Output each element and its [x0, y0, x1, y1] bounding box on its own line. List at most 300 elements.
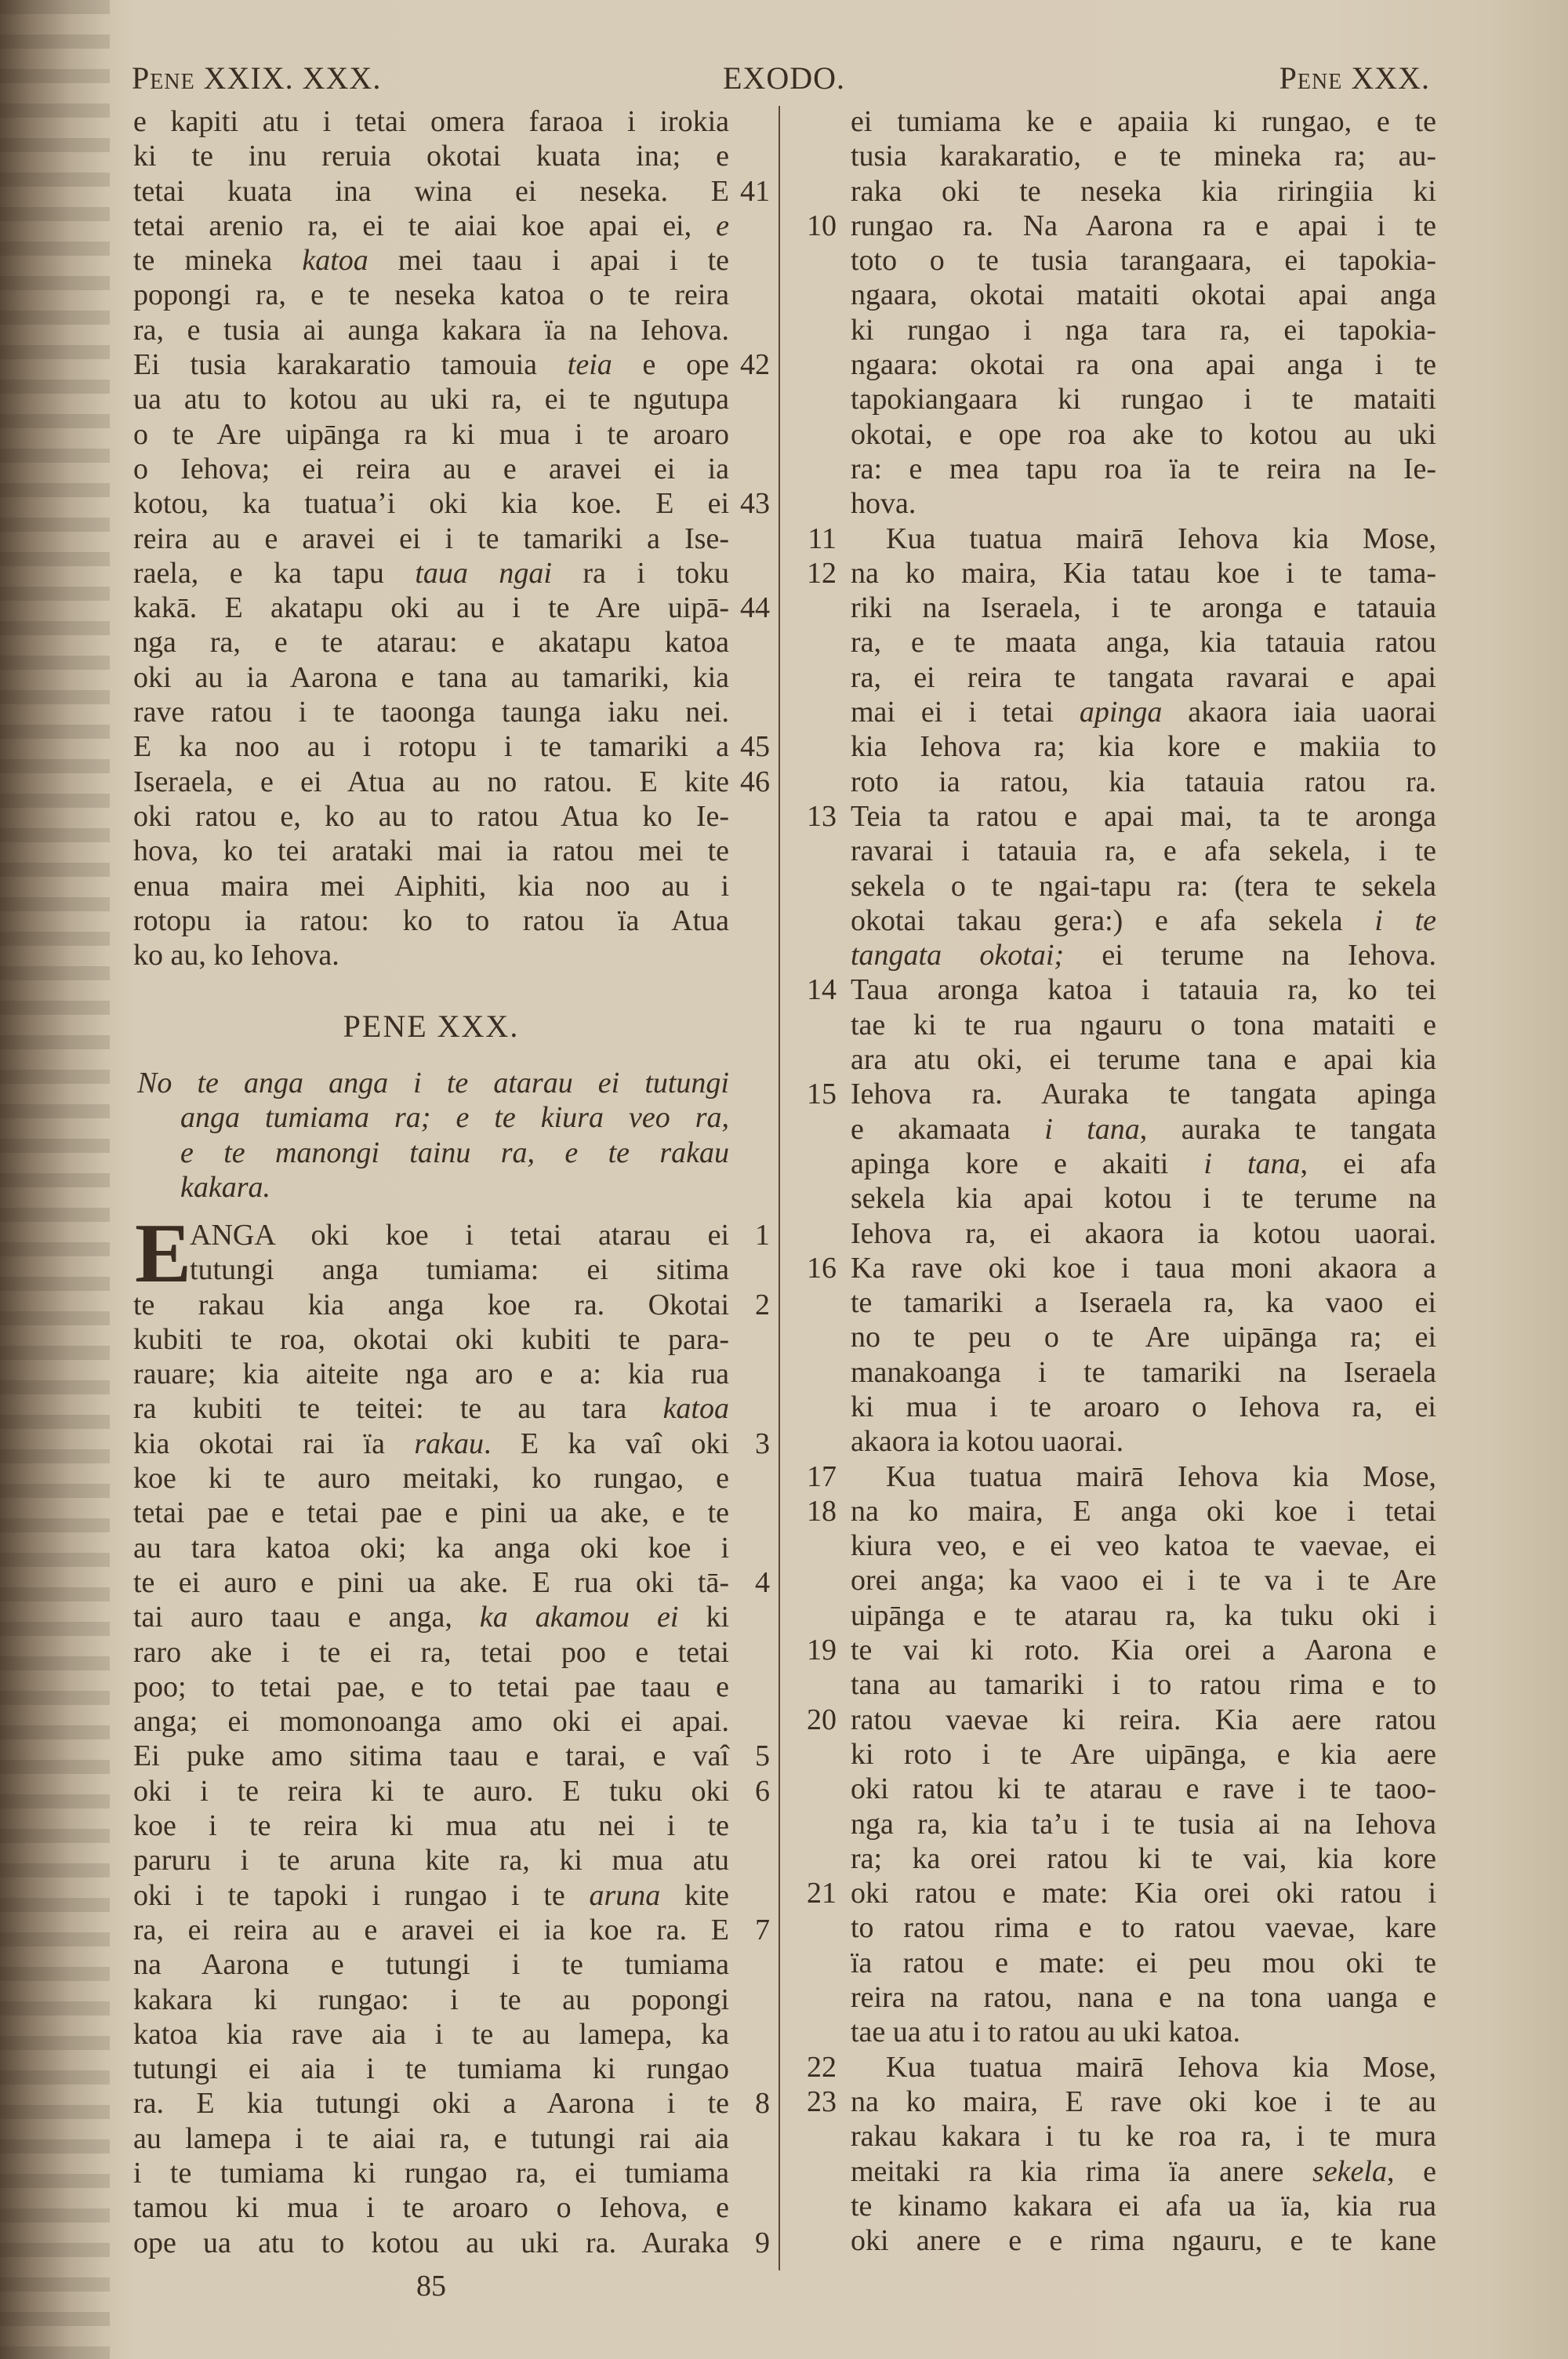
text-line: [851, 2119, 1436, 2154]
italic-text: ka akamou ei: [479, 1601, 679, 1634]
text-line: [133, 1670, 729, 1704]
line-text: ANGA oki koe i tetai atarau ei: [190, 1219, 729, 1252]
text-line: [133, 903, 729, 938]
text-line: [137, 1170, 729, 1205]
line-text: ra, ei reira te tangata ravarai e apai: [851, 660, 1436, 694]
text-line: [807, 1251, 1436, 1285]
line-text: na Aarona e tutungi i te tumiama: [133, 1948, 729, 1982]
line-text: [851, 938, 1436, 972]
text-segment: , auraka te tangata: [1139, 1112, 1436, 1146]
drop-cap: E: [135, 1207, 192, 1300]
text-segment: ra kubiti te teitei: te au tara: [133, 1392, 663, 1426]
text-line: [133, 591, 770, 625]
line-text: ki te inu reruia okotai kuata ina; e: [133, 140, 729, 173]
line-text: [851, 1147, 1436, 1181]
text-line: [133, 1252, 729, 1287]
text-line: [133, 1878, 729, 1913]
text-line: [851, 660, 1436, 695]
line-text: ra: e mea tapu roa ïa te reira na Ie-: [851, 452, 1436, 485]
verse-number: 15: [807, 1078, 837, 1111]
text-line: [133, 1983, 729, 2017]
text-line: [851, 1042, 1436, 1077]
text-line: [133, 2086, 770, 2121]
line-text: rakau kakara i tu ke roa ra, i te mura: [851, 2120, 1436, 2154]
text-line: [807, 972, 1436, 1007]
text-line: [133, 1913, 770, 1947]
italic-text: i te: [1374, 903, 1436, 937]
line-text: ra, ei reira au e aravei ei ia koe ra. E: [133, 1913, 729, 1946]
text-segment: raela, e ka tapu: [133, 556, 416, 590]
line-text: oki ratou e, ko au to ratou Atua ko Ie-: [133, 799, 729, 833]
line-text: [133, 1600, 729, 1634]
text-line: [133, 938, 729, 972]
text-line: [133, 799, 729, 834]
line-text: reira au e aravei ei i te tamariki a Ise-: [133, 522, 729, 555]
line-text: oki i te reira ki te auro. E tuku oki: [133, 1774, 729, 1808]
text-line: [851, 2154, 1436, 2189]
line-text: uipānga e te atarau ra, ka tuku oki i: [851, 1598, 1436, 1632]
text-segment: tetai arenio ra, ei te aiai koe apai ei,: [133, 209, 717, 242]
line-text: manakoanga i te tamariki na Iseraela: [851, 1355, 1436, 1389]
line-text: oki anere e e rima ngauru, e te kane: [851, 2224, 1436, 2258]
text-line: [133, 1427, 770, 1461]
verse-number: 19: [807, 1634, 837, 1667]
text-line: [851, 1320, 1436, 1354]
verse-number: 14: [807, 973, 837, 1007]
text-line: [133, 1357, 729, 1391]
line-text: no te peu o te Are uipānga ra; ei: [851, 1321, 1436, 1354]
line-text: ki roto i te Are uipānga, e kia aere: [851, 1737, 1436, 1771]
text-line: [851, 452, 1436, 486]
line-text: orei anga; ka vaoo ei i te va i te Are: [851, 1564, 1436, 1598]
line-text: Teia ta ratou e apai mai, ta te aronga: [851, 799, 1436, 833]
line-text: akaora ia kotou uaorai.: [851, 1425, 1124, 1459]
text-line: [851, 1285, 1436, 1320]
text-line: [851, 486, 1436, 521]
line-text: riki na Iseraela, i te aronga e tatauia: [851, 591, 1436, 625]
line-text: [133, 243, 729, 278]
text-line: [133, 2226, 770, 2260]
text-line: [851, 1147, 1436, 1181]
verse-number: 11: [808, 522, 837, 555]
right-column: [807, 104, 1436, 2258]
line-text: [133, 556, 729, 591]
line-text: enua maira mei Aiphiti, kia noo au i: [133, 869, 729, 903]
line-text: tetai kuata ina wina ei neseka. E: [133, 174, 729, 208]
text-line: [133, 1739, 770, 1773]
line-text: sekela o te ngai-tapu ra: (tera te sekela: [851, 869, 1436, 903]
line-text: ra. E kia tutungi oki a Aarona i te: [133, 2087, 729, 2121]
text-line: [851, 765, 1436, 799]
text-line: [133, 347, 770, 382]
line-text: [133, 1427, 729, 1461]
line-text: Iehova ra. Auraka te tangata apinga: [851, 1078, 1436, 1111]
text-line: [133, 1774, 770, 1808]
verse-number: 7: [755, 1913, 770, 1946]
line-text: ope ua atu to kotou au uki ra. Auraka: [133, 2226, 729, 2259]
line-text: Kua tuatua mairā Iehova kia Mose,: [886, 522, 1436, 555]
text-line: [851, 729, 1436, 764]
line-text: ra, e te maata anga, kia tatauia ratou: [851, 626, 1436, 660]
line-text: katoa kia rave aia i te au lamepa, ka: [133, 2017, 729, 2051]
text-line: [133, 104, 729, 139]
text-segment: apinga kore e akaiti: [851, 1147, 1204, 1180]
text-line: [851, 1737, 1436, 1772]
italic-text: taua ngai: [415, 556, 552, 590]
line-text: o te Are uipānga ra ki mua i te aroaro: [133, 417, 729, 451]
text-line: [851, 1946, 1436, 1980]
text-line: [133, 625, 729, 660]
text-line: [808, 522, 1436, 556]
verse-number: 10: [807, 209, 837, 242]
text-line: [807, 799, 1436, 834]
text-line: [133, 1531, 729, 1565]
text-line: [851, 347, 1436, 382]
text-segment: e ope: [612, 348, 729, 382]
text-segment: Ei tusia karakaratio tamouia: [133, 348, 568, 382]
line-text: tamou ki mua i te aroaro o Iehova, e: [133, 2191, 729, 2225]
line-text: tutungi anga tumiama: ei sitima: [190, 1253, 729, 1287]
text-line: [851, 104, 1436, 139]
text-line: [807, 2050, 1436, 2085]
line-text: au lamepa i te aiai ra, e tutungi rai aia: [133, 2121, 729, 2155]
column-divider: [779, 106, 780, 2270]
text-line: [851, 2189, 1436, 2223]
line-text: e kapiti atu i tetai omera faraoa i irokia: [133, 105, 729, 138]
line-text: ratou vaevae ki reira. Kia aere ratou: [851, 1703, 1436, 1736]
line-text: ara atu oki, ei terume tana e apai kia: [851, 1043, 1436, 1077]
text-line: [851, 1528, 1436, 1563]
line-text: e te manongi tainu ra, e te rakau: [180, 1136, 729, 1169]
text-line: [851, 1667, 1436, 1702]
line-text: paruru i te aruna kite ra, ki mua atu: [133, 1844, 729, 1877]
line-text: kotou, ka tuatua’i oki kia koe. E ei: [133, 487, 729, 521]
text-line: [133, 660, 729, 695]
text-line: [807, 1077, 1436, 1111]
line-text: ngaara, okotai mataiti okotai apai anga: [851, 278, 1436, 312]
text-segment: mei taau i apai i te: [368, 244, 729, 278]
verse-number: 12: [807, 556, 837, 590]
text-line: [851, 1910, 1436, 1945]
text-line: [851, 1112, 1436, 1147]
text-line: [133, 695, 729, 729]
line-text: reira na ratou, nana e na tona uanga e: [851, 1981, 1436, 2015]
line-text: na ko maira, Kia tatau koe i te tama-: [851, 556, 1436, 590]
text-line: [851, 1390, 1436, 1424]
line-text: [851, 1112, 1436, 1147]
line-text: raka oki te neseka kia riringiia ki: [851, 174, 1436, 208]
line-text: au tara katoa oki; ka anga oki koe i: [133, 1531, 729, 1565]
text-line: [133, 174, 770, 209]
text-line: [851, 1424, 1436, 1459]
text-line: [851, 695, 1436, 729]
text-line: [851, 1807, 1436, 1841]
line-text: ravarai i tatauia ra, e afa sekela, i te: [851, 834, 1436, 868]
line-text: oki au ia Aarona e tana au tamariki, kia: [133, 660, 729, 694]
line-text: hova.: [851, 487, 916, 521]
text-line: [133, 382, 729, 416]
text-segment: , e: [1386, 2154, 1436, 2188]
line-text: Ka rave oki koe i taua moni akaora a: [851, 1251, 1436, 1285]
text-line: [851, 903, 1436, 938]
verse-number: 20: [807, 1703, 837, 1736]
line-text: te rakau kia anga koe ra. Okotai: [133, 1288, 729, 1321]
text-line: [851, 278, 1436, 312]
text-segment: ei terume na Iehova.: [1064, 939, 1436, 972]
line-text: o Iehova; ei reira au e aravei ei ia: [133, 452, 729, 485]
line-text: [133, 1878, 729, 1913]
line-text: ki mua i te aroaro o Iehova ra, ei: [851, 1390, 1436, 1423]
line-text: Taua aronga katoa i tatauia ra, ko tei: [851, 973, 1436, 1007]
verse-number: 13: [807, 799, 837, 833]
chapter-summary: [137, 1066, 729, 1205]
line-text: na ko maira, E rave oki koe i te au: [851, 2085, 1436, 2118]
text-line: [133, 1600, 729, 1634]
text-line: [807, 209, 1436, 243]
verse-number: 43: [740, 487, 770, 521]
line-text: toto o te tusia tarangaara, ei tapokia-: [851, 244, 1436, 278]
verse-number: 21: [807, 1877, 837, 1910]
verse-number: 8: [755, 2087, 770, 2121]
verse-number: 22: [807, 2050, 837, 2084]
text-segment: te mineka: [133, 244, 303, 278]
text-line: [851, 1181, 1436, 1216]
line-text: ngaara: okotai ra ona apai anga i te: [851, 348, 1436, 382]
text-line: [851, 313, 1436, 347]
text-line: [807, 2085, 1436, 2119]
verse-number: 2: [755, 1288, 770, 1321]
running-head-book-title: EXODO.: [723, 60, 845, 96]
text-line: [133, 1218, 770, 1252]
text-segment: akaora iaia uaorai: [1162, 696, 1436, 729]
text-line: [851, 2223, 1436, 2258]
line-text: Ei puke amo sitima taau e tarai, e vaî: [133, 1739, 729, 1773]
text-line: [851, 1841, 1436, 1876]
line-text: ua atu to kotou au uki ra, ei te ngutupa: [133, 383, 729, 416]
text-line: [133, 2052, 729, 2086]
text-line: [133, 729, 770, 764]
line-text: [851, 903, 1436, 938]
text-line: [807, 556, 1436, 591]
text-line: [851, 1772, 1436, 1806]
text-segment: , ei afa: [1300, 1147, 1436, 1180]
verse-number: 1: [755, 1219, 770, 1252]
line-text: tusia karakaratio, e te mineka ra; au-: [851, 140, 1436, 173]
text-line: [133, 1496, 729, 1530]
italic-text: i tana: [1044, 1112, 1140, 1146]
text-line: [851, 417, 1436, 452]
text-line: [133, 486, 770, 521]
line-text: oki ratou ki te atarau e rave i te taoo-: [851, 1772, 1436, 1806]
line-text: Iehova ra, ei akaora ia kotou uaorai.: [851, 1216, 1436, 1250]
line-text: ki rungao i nga tara ra, ei tapokia-: [851, 313, 1436, 347]
line-text: i te tumiama ki rungao ra, ei tumiama: [133, 2157, 729, 2190]
left-column-chapter-30: [133, 1207, 770, 2260]
text-line: [133, 1635, 729, 1670]
text-segment: mai ei i tetai: [851, 696, 1080, 729]
line-text: tapokiangaara ki rungao i te mataiti: [851, 383, 1436, 416]
text-line: [851, 834, 1436, 868]
verse-number: 9: [755, 2226, 770, 2259]
verse-number: 41: [740, 174, 770, 208]
italic-text: tangata okotai;: [851, 939, 1065, 972]
line-text: koe i te reira ki mua atu nei i te: [133, 1809, 729, 1843]
text-segment: ra i toku: [551, 556, 730, 590]
line-text: ra, e tusia ai aunga kakara ïa na Iehova.: [133, 313, 729, 347]
line-text: anga tumiama ra; e te kiura veo ra,: [180, 1101, 729, 1135]
italic-text: katoa: [662, 1392, 729, 1426]
line-text: ra; ka orei ratou ki te vai, kia kore: [851, 1841, 1436, 1875]
text-segment: meitaki ra kia rima ïa anere: [851, 2154, 1313, 2188]
text-line: [807, 1633, 1436, 1667]
text-line: [851, 1598, 1436, 1633]
verse-number: 18: [807, 1494, 837, 1528]
text-segment: e akamaata: [851, 1112, 1045, 1146]
line-text: koe ki te auro meitaki, ko rungao, e: [133, 1462, 729, 1496]
text-line: [133, 765, 770, 799]
line-text: rave ratou i te taoonga taunga iaku nei.: [133, 696, 729, 729]
left-column-chapter-29: [133, 104, 770, 972]
line-text: ïa ratou e mate: ei peu mou oki te: [851, 1946, 1436, 1979]
text-line: [133, 209, 729, 243]
verse-number: 42: [740, 348, 770, 382]
line-text: tutungi ei aia i te tumiama ki rungao: [133, 2052, 729, 2086]
verse-number: 3: [755, 1427, 770, 1460]
line-text: poo; to tetai pae, e to tetai pae taau e: [133, 1670, 729, 1703]
text-segment: oki i te tapoki i rungao i te: [133, 1878, 590, 1912]
verse-number: 17: [807, 1459, 837, 1493]
text-line: [133, 1565, 770, 1600]
text-segment: ki: [678, 1601, 730, 1634]
text-line: [807, 1703, 1436, 1737]
text-line: [851, 382, 1436, 416]
text-line: [851, 139, 1436, 173]
italic-text: rakau: [414, 1427, 484, 1460]
italic-text: teia: [567, 348, 612, 382]
italic-text: apinga: [1079, 696, 1163, 729]
text-line: [133, 1947, 729, 1982]
line-text: na ko maira, E anga oki koe i tetai: [851, 1494, 1436, 1528]
text-line: [137, 1136, 729, 1170]
line-text: kakara.: [180, 1170, 271, 1204]
text-line: [851, 243, 1436, 278]
italic-text: e: [716, 209, 729, 242]
text-line: [851, 1355, 1436, 1390]
verse-number: 23: [807, 2085, 837, 2118]
line-text: [851, 695, 1436, 729]
text-segment: okotai takau gera:) e afa sekela: [851, 903, 1375, 937]
text-line: [133, 556, 729, 591]
line-text: to ratou rima e to ratou vaevae, kare: [851, 1911, 1436, 1945]
line-text: tae ki te rua ngauru o tona mataiti e: [851, 1008, 1436, 1041]
chapter-heading: PENE XXX.: [343, 1009, 520, 1044]
italic-text: i tana: [1203, 1147, 1301, 1180]
text-segment: kite: [660, 1878, 729, 1912]
line-text: nga ra, kia ta’u i te tusia ai na Iehova: [851, 1807, 1436, 1841]
text-line: [133, 869, 729, 903]
line-text: okotai, e ope roa ake to kotou au uki: [851, 417, 1436, 451]
line-text: raro ake i te ei ra, tetai poo e tetai: [133, 1635, 729, 1669]
line-text: tetai pae e tetai pae e pini ua ake, e te: [133, 1496, 729, 1530]
italic-text: aruna: [589, 1878, 661, 1912]
text-line: [851, 1563, 1436, 1598]
line-text: rungao ra. Na Aarona ra e apai i te: [851, 209, 1436, 242]
line-text: [133, 209, 729, 243]
line-text: kakara ki rungao: i te au popongi: [133, 1983, 729, 2016]
text-segment: . E ka vaî oki: [484, 1427, 729, 1460]
text-line: [133, 1461, 729, 1496]
text-line: [807, 1876, 1436, 1910]
line-text: kakā. E akatapu oki au i te Are uipā-: [133, 591, 729, 625]
verse-number: 4: [755, 1565, 770, 1599]
text-line: [133, 417, 729, 452]
line-text: Kua tuatua mairā Iehova kia Mose,: [886, 2050, 1436, 2084]
line-text: rauare; kia aiteite nga aro e a: kia rua: [133, 1358, 729, 1391]
verse-number: 5: [755, 1739, 770, 1773]
text-line: [133, 1704, 729, 1739]
italic-text: sekela: [1312, 2154, 1387, 2188]
line-text: [133, 1391, 729, 1426]
line-text: E ka noo au i rotopu i te tamariki a: [133, 730, 729, 764]
text-line: [851, 1008, 1436, 1042]
line-text: tae ua atu i to ratou au uki katoa.: [851, 2016, 1240, 2049]
line-text: kiura veo, e ei veo katoa te vaevae, ei: [851, 1529, 1436, 1563]
line-text: te kinamo kakara ei afa ua ïa, kia rua: [851, 2189, 1436, 2223]
text-line: [133, 2017, 729, 2052]
line-text: roto ia ratou, kia tatauia ratou ra.: [851, 765, 1436, 798]
text-line: [851, 2015, 1436, 2049]
verse-number: 45: [740, 730, 770, 764]
line-text: sekela kia apai kotou i te terume na: [851, 1182, 1436, 1216]
text-line: [133, 452, 729, 486]
text-line: [137, 1100, 729, 1135]
line-text: [851, 2154, 1436, 2189]
text-line: [133, 834, 729, 868]
text-line: [851, 938, 1436, 972]
line-text: kia Iehova ra; kia kore e makiia to: [851, 730, 1436, 764]
line-text: [133, 347, 729, 382]
verse-number: 16: [807, 1251, 837, 1285]
running-head-right: Pene XXX.: [1279, 60, 1430, 96]
line-text: tana au tamariki i to ratou rima e to: [851, 1668, 1436, 1702]
text-line: [851, 174, 1436, 209]
running-head-left: Pene XXIX. XXX.: [132, 60, 382, 96]
text-segment: tai auro taau e anga,: [133, 1601, 480, 1634]
line-text: te tamariki a Iseraela ra, ka vaoo ei: [851, 1286, 1436, 1320]
line-text: popongi ra, e te neseka katoa o te reira: [133, 278, 729, 312]
line-text: rotopu ia ratou: ko to ratou ïa Atua: [133, 903, 729, 937]
text-line: [807, 1459, 1436, 1494]
verse-number: 46: [740, 765, 770, 798]
line-text: oki ratou e mate: Kia orei oki ratou i: [851, 1877, 1436, 1910]
text-line: [133, 2156, 729, 2190]
text-line: [133, 1322, 729, 1357]
text-line: [133, 1808, 729, 1843]
italic-text: katoa: [302, 244, 368, 278]
line-text: Iseraela, e ei Atua au no ratou. E kite: [133, 765, 729, 798]
page-number: 85: [416, 2270, 446, 2303]
line-text: kubiti te roa, okotai oki kubiti te para-: [133, 1322, 729, 1356]
verse-number: 44: [740, 591, 770, 625]
text-line: [851, 1216, 1436, 1251]
text-line: [133, 1288, 770, 1322]
text-line: [807, 1494, 1436, 1528]
text-line: [133, 243, 729, 278]
line-text: ko au, ko Iehova.: [133, 939, 339, 972]
text-line: [133, 2190, 729, 2225]
text-line: [133, 313, 729, 347]
verse-number: 6: [755, 1774, 770, 1808]
